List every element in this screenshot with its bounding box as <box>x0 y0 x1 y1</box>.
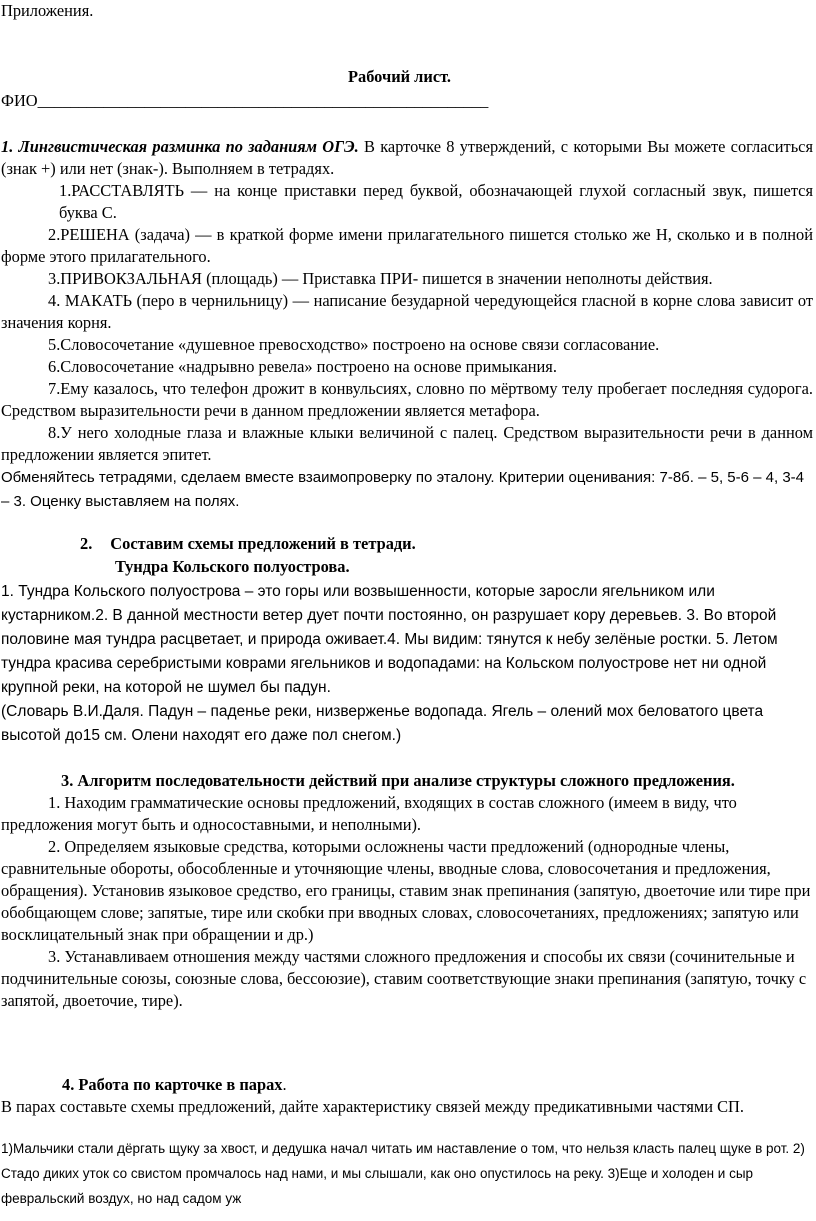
statement-5: 5.Словосочетание «душевное превосходство» построено на основе связи согласование. <box>48 335 660 354</box>
section-1-intro-text: В карточке 8 утверждений, с которыми Вы можете согласиться (знак +) или нет (знак-). Выполняем в тетрадях. <box>1 137 813 178</box>
section-2-number: 2. <box>80 534 93 553</box>
statement-6: 6.Словосочетание «надрывно ревела» построено на основе примыкания. <box>48 357 557 376</box>
statement-2: 2.РЕШЕНА (задача) — в краткой форме имени прилагательного пишется столько же Н, сколько и в полной форме этого прилагательного. <box>1 225 813 266</box>
section-2-body <box>1 580 813 748</box>
statement-7: 7.Ему казалось, что телефон дрожит в конвульсиях, словно по мёртвому телу пробегает последняя судорога. Средством выразительности речи в данном предложении является метафора. <box>1 379 813 420</box>
section-3-title: 3. Алгоритм последовательности действий при анализе структуры сложного предложения. <box>61 771 735 790</box>
algorithm-step-1: 1. Находим грамматические основы предложений, входящих в состав сложного (имеем в виду, что предложения могут быть и односоставными, и неполными). <box>1 793 737 834</box>
section-3 <box>1 770 813 1012</box>
peer-check-instructions: Обменяйтесь тетрадями, сделаем вместе взаимопроверку по эталону. Критерии оценивания: 7-8б. – 5, 5-6 – 4, 3-4 – 3. Оценку выставляем на полях. <box>1 469 805 510</box>
algorithm-step-2: 2. Определяем языковые средства, которыми осложнены части предложений (однородные члены, сравнительные обороты, обособленные и уточняющие члены, вводные слова, словосочетания и предложения, обращения). Установив языковое средство, его границы, ставим знак препинания (запятую, двоеточие или тире при обобщающем слове; запятые, тире или скобки при вводных словах, словосочетаниях, предложениях; запятую или восклицательный знак при обращении и др.) <box>1 837 811 944</box>
section-4-intro: В парах составьте схемы предложений, дайте характеристику связей между предикативными частями СП. <box>1 1097 744 1116</box>
algorithm-step-3: 3. Устанавливаем отношения между частями сложного предложения и способы их связи (сочинительные и подчинительные союзы, союзные слова, бессоюзие), ставим соответствующие знаки препинания (запятую, точку с запятой, двоеточие, тире). <box>1 947 807 1010</box>
section-2-heading <box>80 533 416 555</box>
section-1-title: 1. Лингвистическая разминка по заданиям ОГЭ. <box>1 137 359 156</box>
section-1 <box>1 136 813 514</box>
statement-8: 8.У него холодные глаза и влажные клыки величиной с палец. Средством выразительности речи в данном предложении является эпитет. <box>1 423 813 464</box>
statement-1: 1.РАССТАВЛЯТЬ — на конце приставки перед буквой, обозначающей глухой согласный звук, пишется буква С. <box>59 181 813 222</box>
section-4-title: 4. Работа по карточке в парах <box>62 1075 283 1094</box>
section-2-subtitle: Тундра Кольского полуострова. <box>115 557 350 576</box>
statement-4: 4. МАКАТЬ (перо в чернильницу) — написание безударной чередующейся гласной в корне слова зависит от значения корня. <box>1 291 813 332</box>
section-4-dot: . <box>282 1075 287 1094</box>
fio-field[interactable]: ФИО_______________________________________________________ <box>1 91 489 110</box>
tundra-text: 1. Тундра Кольского полуострова – это горы или возвышенности, которые заросли ягельником или кустарником.2. В данной местности ветер дует почти постоянно, он разрушает кору деревьев. 3. Во второй половине мая тундра расцветает, и природа оживает.4. Мы видим: тянутся к небу зелёные ростки. 5. Летом тундра красива серебристыми коврами ягельников и водопадами: на Кольском полуострове нет ни одной крупной реки, на которой не шумел бы падун. <box>1 583 778 696</box>
section-4-heading <box>62 1074 287 1096</box>
statement-3: 3.ПРИВОКЗАЛЬНАЯ (площадь) — Приставка ПРИ- пишется в значении неполноты действия. <box>48 269 713 288</box>
section-2-title: Составим схемы предложений в тетради. <box>110 534 416 553</box>
appendix-label: Приложения. <box>1 1 94 20</box>
dictionary-note: (Словарь В.И.Даля. Падун – паденье реки, низверженье водопада. Ягель – олений мох беловатого цвета высотой до15 см. Олени находят его даже пол снегом.) <box>1 703 764 744</box>
section-1-intro <box>1 136 813 180</box>
worksheet-title: Рабочий лист. <box>348 67 452 86</box>
pair-card-text: 1)Мальчики стали дёргать щуку за хвост, и дедушка начал читать им наставление о том, что нельзя класть палец щуке в рот. 2) Стадо диких уток со свистом промчалось над нами, и мы слышали, как оно опустилось на реку. 3)Еще и холоден и сыр февральский воздух, но над садом уж <box>1 1141 805 1206</box>
